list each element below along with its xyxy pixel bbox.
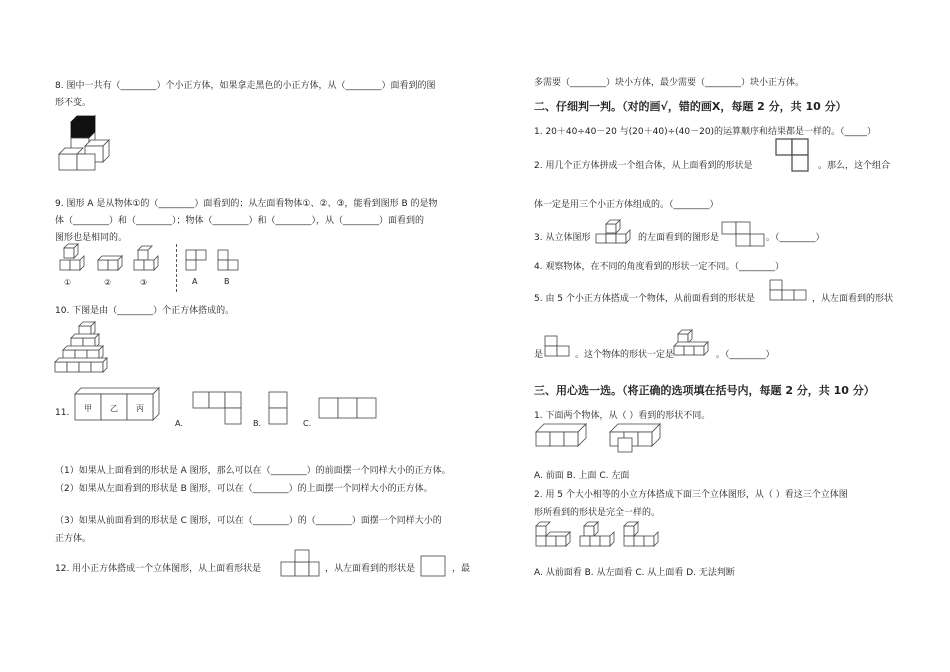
q11-option-b-label: B. <box>253 419 262 428</box>
q9-line2: 体（________）和（________）；物体（________）和（________），从（________）面看到的 <box>55 216 425 226</box>
q9-object-2 <box>98 256 122 270</box>
choice-1-object-2 <box>610 424 660 452</box>
q11-sub2: （2）如果从左面看到的形状是 B 图形，可以在（________）的上面摆一个同样大小的正方体。 <box>55 484 433 494</box>
q11-option-c-label: C. <box>303 419 312 428</box>
choice-2-line1: 2. 用 5 个大小相等的小立方体搭成下面三个立体图形，从（ ）看这三个立体图 <box>534 490 848 500</box>
judge-3-part3: 。（________） <box>766 233 825 243</box>
q9-view-a <box>186 250 206 270</box>
q11-option-c-figure <box>319 398 376 418</box>
judge-5-part5: 。（________） <box>716 350 775 360</box>
judge-5-part2: ，从左面看到的形状 <box>812 294 894 304</box>
q12-part3: ，最 <box>452 564 471 574</box>
q11-cube-row <box>75 388 159 420</box>
judge-5-part4: 。这个物体的形状一定是 <box>575 350 675 360</box>
q9-object-3 <box>134 246 158 270</box>
q11-label-bing: 丙 <box>136 404 144 413</box>
q9-label-2: ② <box>104 278 112 287</box>
q12-part1: 12. 用小正方体搭成一个立体图形，从上面看形状是 <box>55 564 262 574</box>
choice-2-options: A. 从前面看 B. 从左面看 C. 从上面看 D. 无法判断 <box>534 568 735 578</box>
choice-2-object-1 <box>536 522 570 546</box>
q11-figures <box>75 388 395 432</box>
section2-title: 二、仔细判一判。（对的画√，错的画X，每题 2 分，共 10 分） <box>534 100 847 113</box>
judge-1: 1. 20＋40÷40－20 与(20＋40)÷(40－20)的运算顺序和结果都是一样的。（_____） <box>534 127 877 137</box>
q9-label-b: B <box>224 277 230 286</box>
choice-2-object-2 <box>580 522 614 546</box>
q9-view-b <box>218 250 238 270</box>
q9-line3: 图形也是相同的。 <box>55 233 128 243</box>
judge-5-solid <box>674 330 716 360</box>
q12-top-view <box>281 550 325 578</box>
judge-2-line2: 体一定是用三个小正方体组成的。（________） <box>534 200 719 210</box>
q8-line1: 8. 图中一共有（________）个小正方体，如果拿走黑色的小正方体，从（________）面看到的图 <box>55 81 436 91</box>
q12-part2: ，从左面看到的形状是 <box>325 564 416 574</box>
q11-option-a-label: A. <box>175 419 183 428</box>
q11-option-a-figure <box>193 392 241 424</box>
choice-2-objects <box>536 520 676 554</box>
q10-pyramid <box>55 318 135 382</box>
judge-3-solid <box>596 220 638 246</box>
q8-cube-figure <box>55 112 115 174</box>
q11-label-yi: 乙 <box>110 404 118 413</box>
q9-line1: 9. 图形 A 是从物体①的（________）面看到的；从左面看物体①、②、③，能看到图形 B 的是物 <box>55 199 438 209</box>
judge-5-part3: 是 <box>534 350 544 360</box>
q11-sub3-line2: 正方体。 <box>55 534 92 544</box>
q12-continued: 多需要（________）块小方体，最少需要（________）块小正方体。 <box>534 78 805 88</box>
judge-4: 4. 观察物体，在不同的角度看到的形状一定不同。（________） <box>534 262 784 272</box>
q8-line2: 形不变。 <box>55 98 92 108</box>
judge-5-part1: 5. 由 5 个小正方体搭成一个物体，从前面看到的形状是 <box>534 294 755 304</box>
judge-2-figure <box>776 139 812 175</box>
q11-sub1: （1）如果从上面看到的形状是 A 图形，那么可以在（________）的前面摆一个同样大小的正方体。 <box>55 466 451 476</box>
q12-left-view <box>421 552 451 578</box>
q11-label-jia: 甲 <box>84 404 92 413</box>
q9-objects <box>58 246 168 290</box>
q11-sub3-line1: （3）如果从前面看到的形状是 C 图形，可以在（________）的（________）面摆一个同样大小的 <box>55 516 442 526</box>
choice-1-objects <box>536 424 666 456</box>
choice-1-object-1 <box>536 424 586 446</box>
judge-3-part2: 的左面看到的图形是 <box>638 233 720 243</box>
choice-2-line2: 形所看到的形状是完全一样的。 <box>534 508 661 518</box>
judge-5-left-view <box>545 334 575 358</box>
q9-object-1 <box>60 244 84 270</box>
q9-divider <box>176 244 177 292</box>
judge-3-part1: 3. 从立体图形 <box>534 233 591 243</box>
choice-1-options: A. 前面 B. 上面 C. 左面 <box>534 471 630 481</box>
judge-3-view <box>722 222 766 248</box>
q9-label-a: A <box>192 277 198 286</box>
judge-5-front-view <box>770 280 810 302</box>
q9-label-1: ① <box>64 278 72 287</box>
section3-title: 三、用心选一选。（将正确的选项填在括号内，每题 2 分，共 10 分） <box>534 384 875 397</box>
q10-text: 10. 下图是由（________）个正方体搭成的。 <box>55 306 235 316</box>
q11-option-b-figure <box>269 392 287 424</box>
q11-number: 11. <box>55 408 70 418</box>
choice-1: 1. 下面两个物体，从（ ）看到的形状不同。 <box>534 411 711 421</box>
q9-views <box>186 250 246 290</box>
judge-2-part2: 。那么，这个组合 <box>818 161 891 171</box>
judge-2-part1: 2. 用几个正方体拼成一个组合体，从上面看到的形状是 <box>534 161 753 171</box>
q9-label-3: ③ <box>140 278 148 287</box>
choice-2-object-3 <box>624 522 658 546</box>
